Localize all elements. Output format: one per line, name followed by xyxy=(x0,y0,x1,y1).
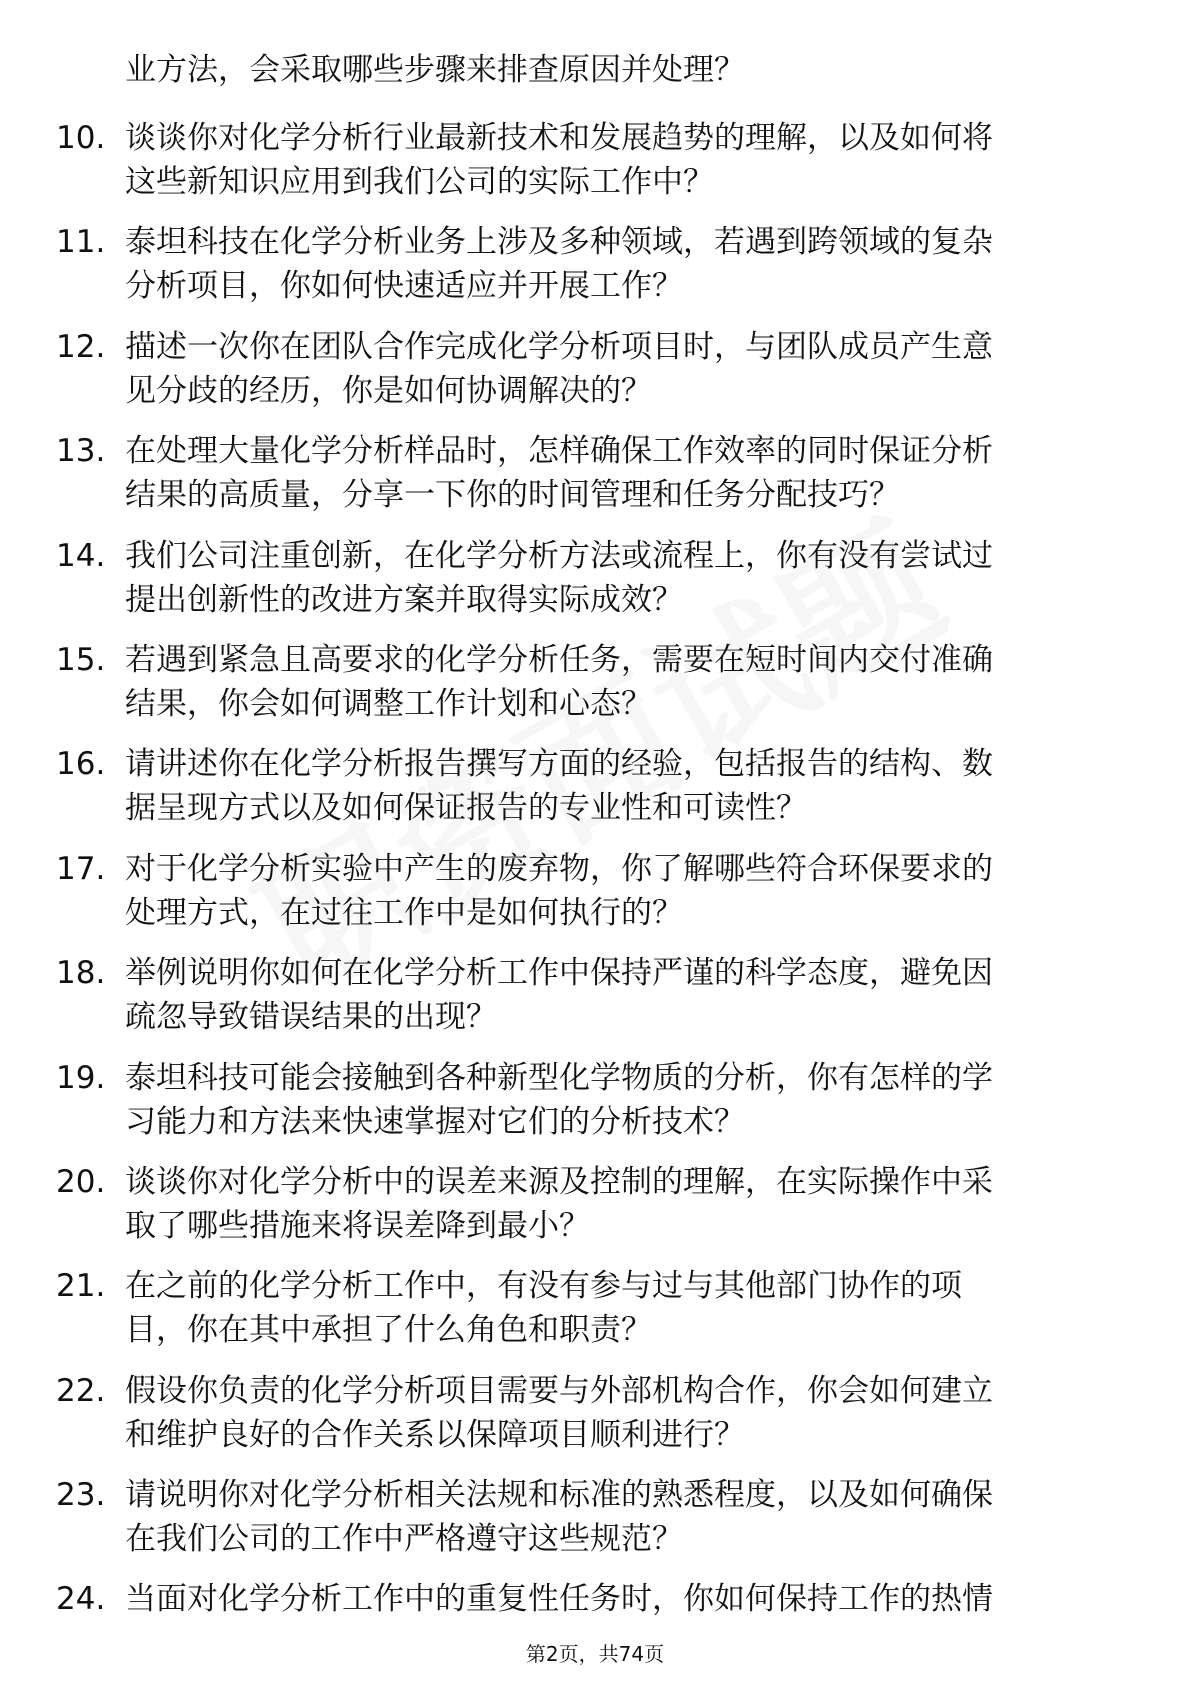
question-text xyxy=(125,1369,1115,1457)
question-item xyxy=(0,1160,1190,1246)
question-item xyxy=(0,1473,1190,1559)
question-text xyxy=(125,116,1115,204)
question-text-line: 请讲述你在化学分析报告撰写方面的经验，包括报告的结构、数 xyxy=(125,746,993,783)
question-item xyxy=(0,1056,1190,1142)
question-text-line: 当面对化学分析工作中的重复性任务时，你如何保持工作的热情 xyxy=(125,1581,993,1618)
question-text-line: 这些新知识应用到我们公司的实际工作中？ xyxy=(125,164,714,200)
question-number: 20. xyxy=(56,1163,106,1200)
question-text xyxy=(125,1056,1115,1144)
page-footer: 第2页，共74页 xyxy=(525,1642,665,1666)
question-item xyxy=(0,847,1190,933)
question-text-line: 谈谈你对化学分析中的误差来源及控制的理解，在实际操作中采 xyxy=(125,1163,993,1200)
question-text xyxy=(125,951,1115,1039)
question-number: 18. xyxy=(56,955,106,992)
question-number: 11. xyxy=(56,224,106,261)
question-item xyxy=(0,220,1190,306)
question-text xyxy=(125,1264,1115,1352)
question-text-line: 结果的高质量，分享一下你的时间管理和任务分配技巧？ xyxy=(125,477,900,514)
question-text xyxy=(125,1473,1115,1561)
question-item xyxy=(0,638,1190,724)
question-text-line: 取了哪些措施来将误差降到最小？ xyxy=(125,1207,590,1244)
question-text-line: 结果，你会如何调整工作计划和心态？ xyxy=(125,685,652,722)
question-number: 14. xyxy=(56,537,106,574)
question-text-line: 疏忽导致错误结果的出现？ xyxy=(125,999,497,1036)
question-item xyxy=(0,534,1190,620)
question-text-line: 和维护良好的合作关系以保障项目顺利进行？ xyxy=(125,1416,745,1453)
question-number: 24. xyxy=(56,1581,106,1618)
question-item xyxy=(0,1264,1190,1350)
question-number: 22. xyxy=(56,1372,106,1409)
question-list xyxy=(0,116,1190,1682)
question-text-line: 若遇到紧急且高要求的化学分析任务，需要在短时间内交付准确 xyxy=(125,641,993,678)
question-number: 19. xyxy=(56,1059,106,1096)
question-number: 12. xyxy=(56,328,106,365)
question-text xyxy=(125,325,1115,413)
question-text xyxy=(125,742,1115,830)
question-text-line: 举例说明你如何在化学分析工作中保持严谨的科学态度，避免因 xyxy=(125,955,993,992)
question-text xyxy=(125,638,1115,726)
question-text-line: 在处理大量化学分析样品时，怎样确保工作效率的同时保证分析 xyxy=(125,433,993,470)
question-item xyxy=(0,429,1190,515)
question-text-line: 描述一次你在团队合作完成化学分析项目时，与团队成员产生意 xyxy=(125,328,993,365)
question-text-line: 请说明你对化学分析相关法规和标准的熟悉程度，以及如何确保 xyxy=(125,1477,993,1514)
question-item xyxy=(0,116,1190,202)
question-text-line: 处理方式，在过往工作中是如何执行的？ xyxy=(125,894,683,931)
question-text-line: 分析项目，你如何快速适应并开展工作？ xyxy=(125,268,683,305)
question-text-line: 在之前的化学分析工作中，有没有参与过与其他部门协作的项 xyxy=(125,1268,962,1305)
question-text-line: 假设你负责的化学分析项目需要与外部机构合作，你会如何建立 xyxy=(125,1372,993,1409)
question-number: 16. xyxy=(56,746,106,783)
question-text-line: 见分歧的经历，你是如何协调解决的？ xyxy=(125,372,652,409)
question-text-line: 目，你在其中承担了什么角色和职责？ xyxy=(125,1312,652,1349)
question-text-line: 泰坦科技可能会接触到各种新型化学物质的分析，你有怎样的学 xyxy=(125,1059,993,1096)
question-item xyxy=(0,951,1190,1037)
question-text-line: 对于化学分析实验中产生的废弃物，你了解哪些符合环保要求的 xyxy=(125,850,993,887)
question-number: 13. xyxy=(56,433,106,470)
question-number: 17. xyxy=(56,850,106,887)
question-text-line: 据呈现方式以及如何保证报告的专业性和可读性？ xyxy=(125,790,807,827)
question-text-line: 习能力和方法来快速掌握对它们的分析技术？ xyxy=(125,1103,745,1140)
question-text-line: 在我们公司的工作中严格遵守这些规范？ xyxy=(125,1521,683,1558)
continued-question-text: 业方法，会采取哪些步骤来排查原因并处理？ xyxy=(125,52,745,88)
question-item xyxy=(0,325,1190,411)
question-number: 21. xyxy=(56,1268,106,1305)
question-text xyxy=(125,847,1115,935)
question-text-line: 泰坦科技在化学分析业务上涉及多种领域，若遇到跨领域的复杂 xyxy=(125,224,993,261)
question-text-line: 我们公司注重创新，在化学分析方法或流程上，你有没有尝试过 xyxy=(125,537,993,574)
question-text-line: 谈谈你对化学分析行业最新技术和发展趋势的理解，以及如何将 xyxy=(125,120,993,156)
question-text xyxy=(125,220,1115,308)
question-number: 15. xyxy=(56,641,106,678)
question-text xyxy=(125,1160,1115,1248)
question-text xyxy=(125,1577,1115,1621)
question-item xyxy=(0,1369,1190,1455)
question-number: 23. xyxy=(56,1477,106,1514)
question-text xyxy=(125,534,1115,622)
question-text-line: 提出创新性的改进方案并取得实际成效？ xyxy=(125,581,683,618)
question-item xyxy=(0,742,1190,828)
question-number: 10. xyxy=(56,120,106,156)
question-text xyxy=(125,429,1115,517)
